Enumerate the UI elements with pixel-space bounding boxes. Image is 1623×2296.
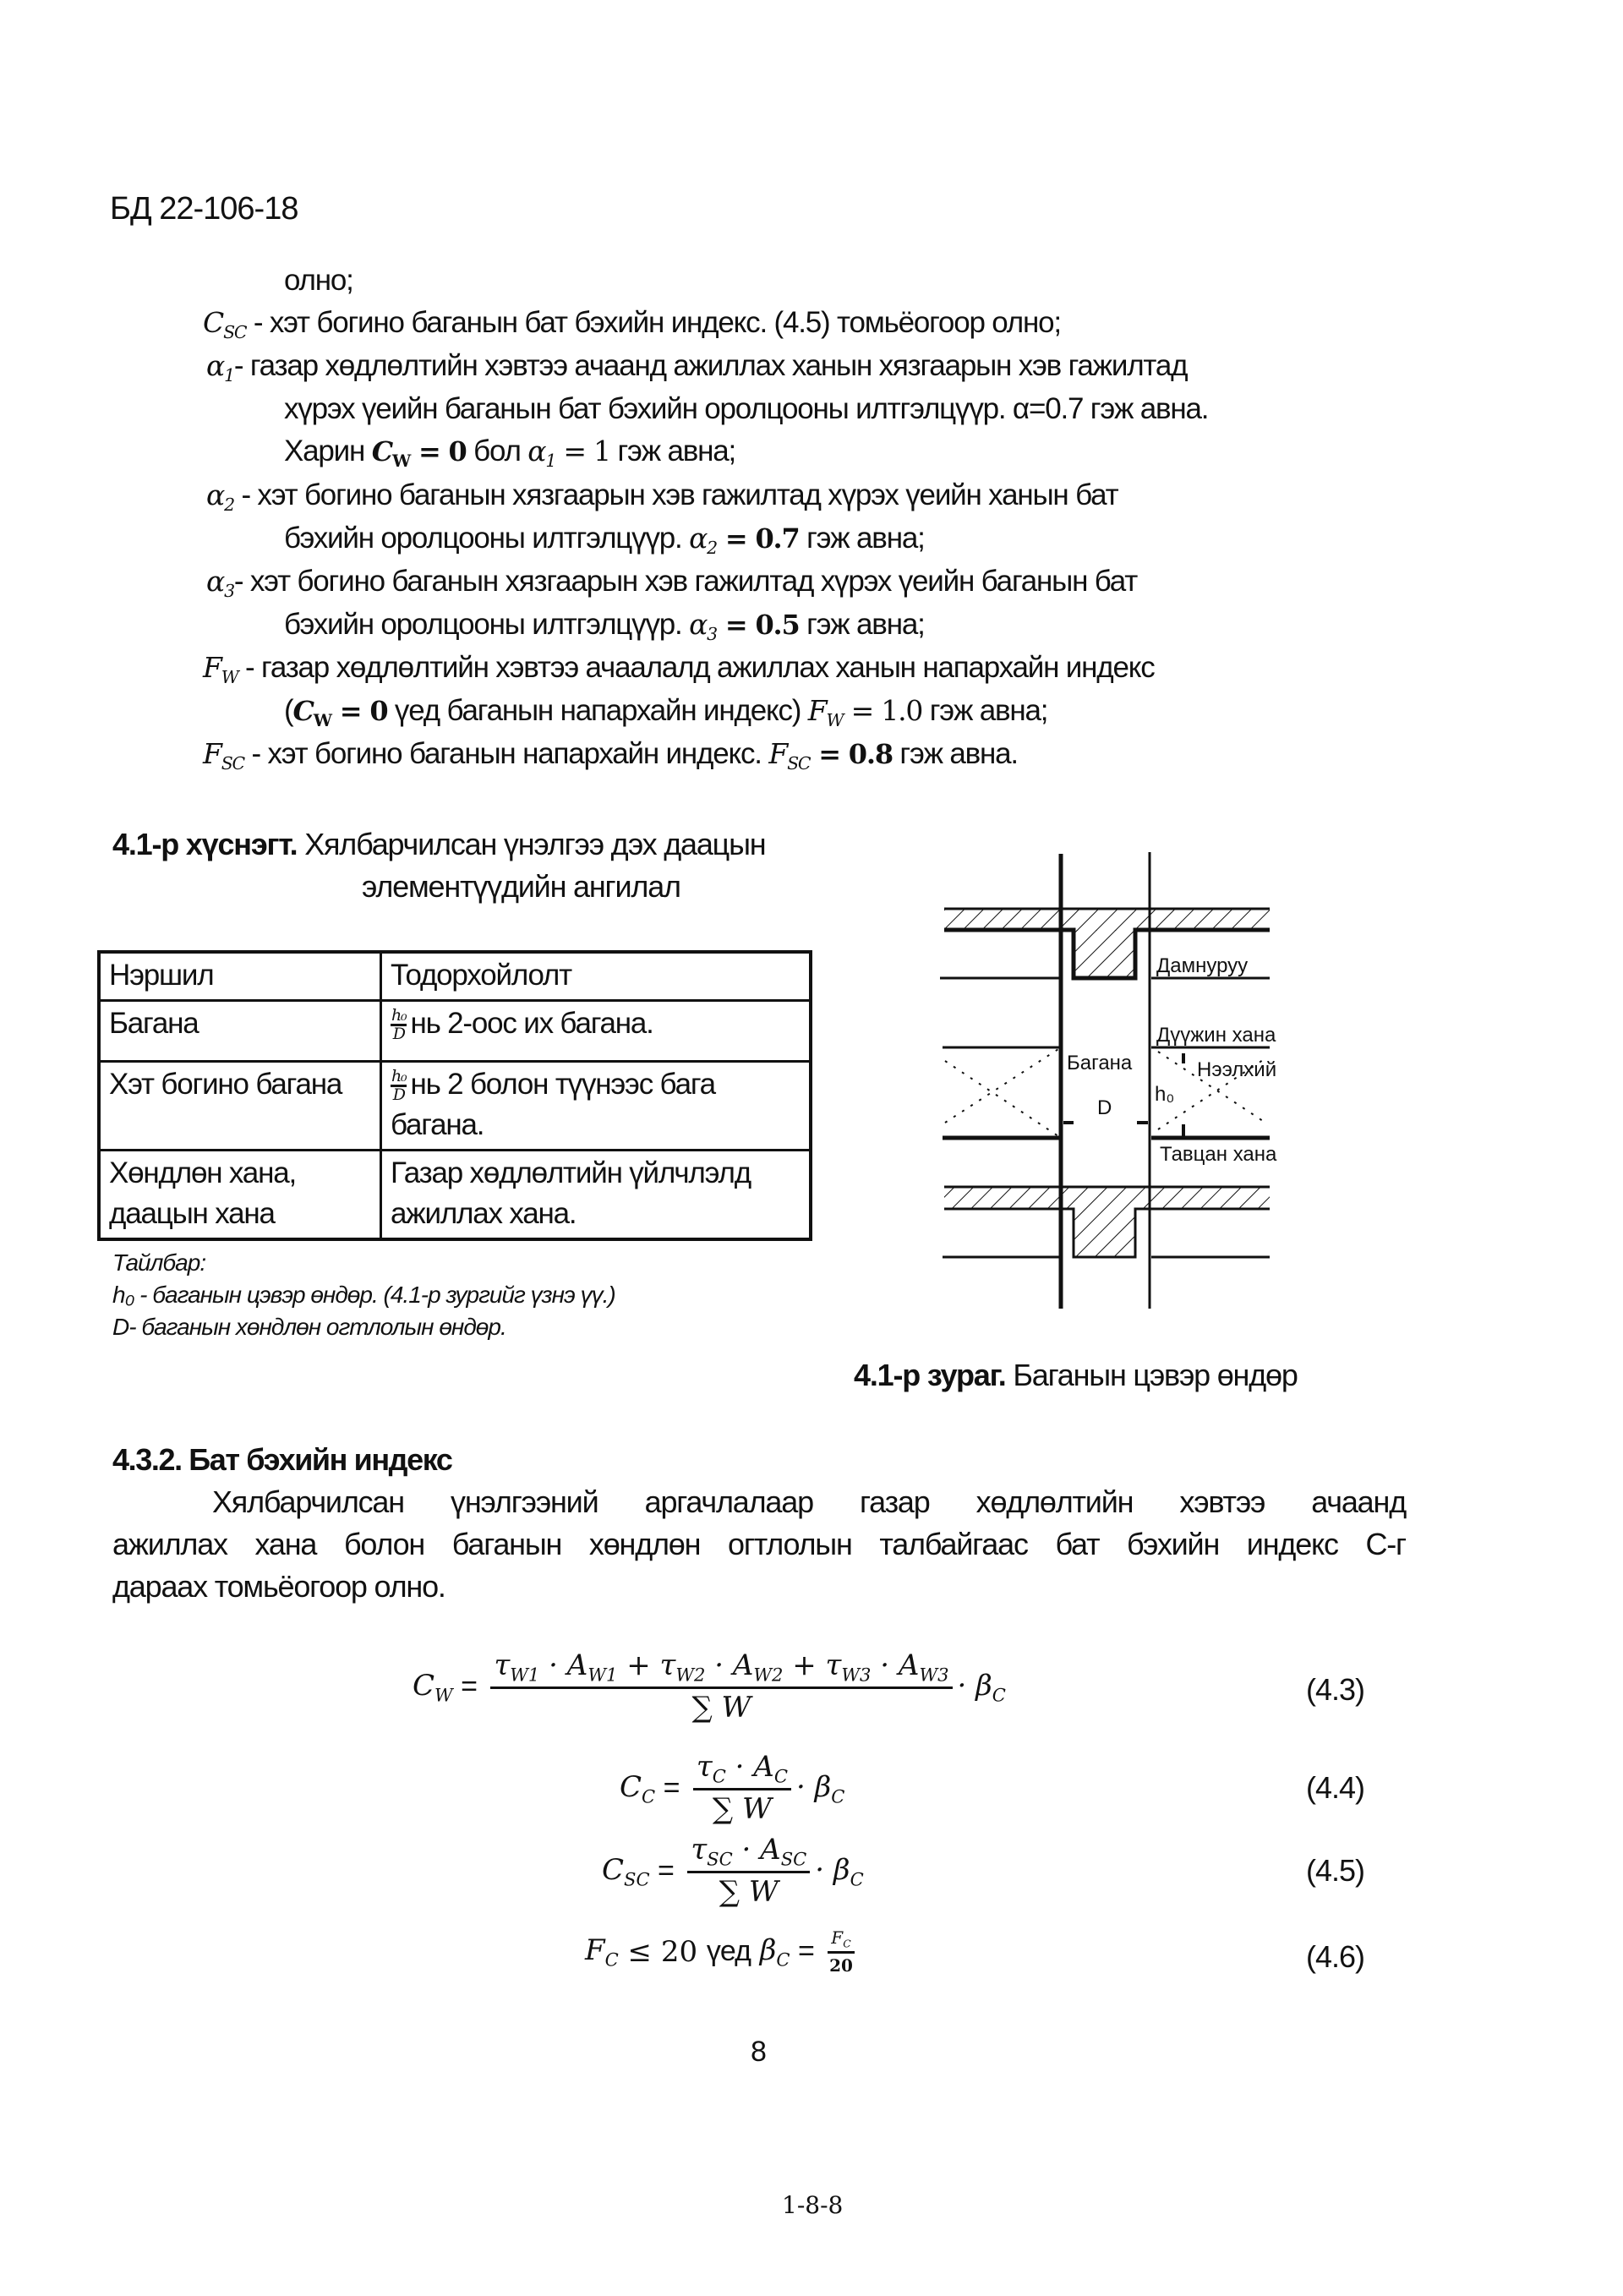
ratio-fraction: $\frac{\text{h₀}}{D}$ (391, 1006, 407, 1044)
definition-alpha1 (206, 349, 1187, 385)
section-heading: 4.3.2. Бат бэхийн индекс (112, 1442, 452, 1477)
page-number: 8 (751, 2036, 767, 2068)
equation-number: (4.6) (1306, 1939, 1365, 1974)
cell-description: Газар хөдлөлтийн үйлчлэлд ажиллах хана. (381, 1151, 812, 1240)
definition-continuation: олно; (284, 264, 353, 297)
formula-lhs: $C_W$ (413, 1668, 453, 1705)
definition-alpha2: $\alpha_2$ - хэт богино баганын хязгаарын хэв гажилтад хүрэх үеийн ханын бат (206, 478, 1118, 516)
definition-text: - газар хөдлөлтийн хэвтээ ачаанд ажиллах ханын хязгаарын хэв гажилтад (233, 349, 1188, 382)
footer-code: 1-8-8 (782, 2191, 844, 2219)
cell-name: Хэт богино багана (99, 1062, 381, 1151)
definition-text: бэхийн оролцооны илтгэлцүүр. $\alpha_2 = 0.7$ гэж авна; (284, 522, 925, 559)
note-line: h₀ - баганын цэвэр өндөр. (4.1-р зургийг үзнэ үү.) (112, 1282, 615, 1308)
equation-number: (4.3) (1306, 1672, 1365, 1707)
ratio-fraction: $\frac{\text{h₀}}{D}$ (391, 1067, 407, 1105)
cell-name: Хөндлөн хана, даацын хана (99, 1151, 381, 1240)
definition-fw: $F_W$ - газар хөдлөлтийн хэвтээ ачаалалд ажиллах ханын напархайн индекс (203, 651, 1155, 688)
lower-slab (944, 1187, 1270, 1209)
table-title: 4.1-р хүснэгт. Хялбарчилсан үнэлгээ дэх даацын (112, 827, 766, 861)
label-upper-wall: Дүүжин хана (1156, 1024, 1276, 1047)
table-title-line2: элементүүдийн ангилал (362, 869, 680, 904)
cell-description: $\frac{\text{h₀}}{D}$ нь 2-оос их багана. (381, 1001, 812, 1062)
header-cell: Тодорхойлолт (381, 952, 812, 1001)
table-row (99, 1001, 811, 1062)
opening-cross-left (945, 1061, 1058, 1136)
note-line: D- баганын хөндлөн огтлолын өндөр. (112, 1314, 506, 1340)
formula-4-3: $C_W$ = $\frac{\tau_{W1} \cdot A_{W1} + \tau_{W2} \cdot A_{W2} + \tau_{W3} \cdot A_{W3}}{\sum W}$ · $\beta_C$ (413, 1648, 1006, 1725)
label-lower-wall: Тавцан хана (1160, 1143, 1277, 1166)
definition-alpha3: $\alpha_3-$ хэт богино баганын хязгаарын хэв гажилтад хүрэх үеийн баганын бат (206, 565, 1138, 602)
label-column: Багана (1067, 1052, 1133, 1074)
formula-fraction: $\frac{F_C}{20}$ (829, 1927, 853, 1976)
cell-name: Багана (99, 1001, 381, 1062)
lower-beam (1074, 1209, 1135, 1257)
label-beam: Дамнуруу (1156, 954, 1249, 977)
figure-caption: 4.1-р зураг. Баганын цэвэр өндөр (854, 1358, 1298, 1392)
note-title: Тайлбар: (112, 1249, 206, 1276)
formula-4-6: $F_C$ ≤ 20 үед $\beta_C$ = $\frac{F_C}{20}$ (585, 1927, 853, 1976)
definition-fsc: $F_{SC}$ - хэт богино баганын напархайн индекс. $F_{SC} = 0.8$ гэж авна. (203, 737, 1018, 774)
table-header-row (99, 952, 811, 1001)
definition-text: Харин $C_W = 0$ бол $\alpha_1 = 1$ гэж авна; (284, 435, 736, 472)
paragraph-line: Хялбарчилсан үнэлгээний аргачлалаар газар хөдлөлтийн хэвтээ ачаанд (212, 1484, 1406, 1519)
symbol-csc: $C_{SC}$ (203, 306, 247, 343)
paragraph-line: дараах томьёогоор олно. (112, 1569, 445, 1604)
equation-number: (4.4) (1306, 1770, 1365, 1805)
column-clear-height-diagram (913, 845, 1319, 1319)
upper-slab (944, 909, 1270, 931)
paragraph-line: ажиллах хана болон баганын хөндлөн огтлолын талбайгаас бат бэхийн индекс C-г (112, 1527, 1406, 1561)
formula-4-5: $C_{SC}$ = $\tau_{SC} \cdot A_{SC}$ ∑ W · $\beta_C$ (602, 1833, 864, 1910)
table-row (99, 1151, 811, 1240)
formula-numerator: $F_C$ (828, 1927, 854, 1954)
classification-table (97, 950, 812, 1241)
equation-number: (4.5) (1306, 1853, 1365, 1888)
definition-text: хүрэх үеийн баганын бат бэхийн оролцооны илтгэлцүүр. α=0.7 гэж авна. (284, 392, 1209, 425)
upper-beam (1074, 930, 1135, 978)
document-code: БД 22-106-18 (110, 191, 298, 227)
table-row (99, 1062, 811, 1151)
formula-4-4: $C_C$ = $\frac{\tau_C \cdot A_C}{\sum W}$ · $\beta_C$ (620, 1750, 845, 1827)
symbol-alpha1: $\alpha_1$ (206, 349, 234, 386)
formula-fraction: $\frac{\tau_{W1} \cdot A_{W1} + \tau_{W2} \cdot A_{W2} + \tau_{W3} \cdot A_{W3}}{\sum W}$ (490, 1648, 952, 1725)
label-D: D (1097, 1096, 1112, 1119)
definition-text: ($C_W = 0$ үед баганын напархайн индекс) $F_W = 1.0$ гэж авна; (284, 694, 1048, 731)
formula-numerator: $\tau_{W1} \cdot A_{W1} + \tau_{W2} \cdot A_{W2} + \tau_{W3} \cdot A_{W3}$ (490, 1648, 952, 1689)
formula-numerator: $\tau_C \cdot A_C$ (693, 1750, 791, 1790)
formula-numerator: $\tau_{SC} \cdot A_{SC}$ (687, 1833, 810, 1873)
formula-fraction: $\tau_{SC} \cdot A_{SC}$ ∑ W (687, 1833, 810, 1909)
definition-text: бэхийн оролцооны илтгэлцүүр. $\alpha_3 = 0.5$ гэж авна; (284, 608, 925, 645)
label-opening: Нээлхий (1197, 1058, 1277, 1081)
cell-description: $\frac{\text{h₀}}{D}$ нь 2 болон түүнээс бага багана. (381, 1062, 812, 1151)
header-cell: Нэршил (99, 952, 381, 1001)
definition-text: - хэт богино баганын бат бэхийн индекс. (4.5) томьёогоор олно; (253, 306, 1061, 339)
label-h0: h₀ (1155, 1083, 1175, 1106)
definition-csc (203, 306, 1061, 342)
formula-fraction: $\frac{\tau_C \cdot A_C}{\sum W}$ (693, 1750, 791, 1826)
